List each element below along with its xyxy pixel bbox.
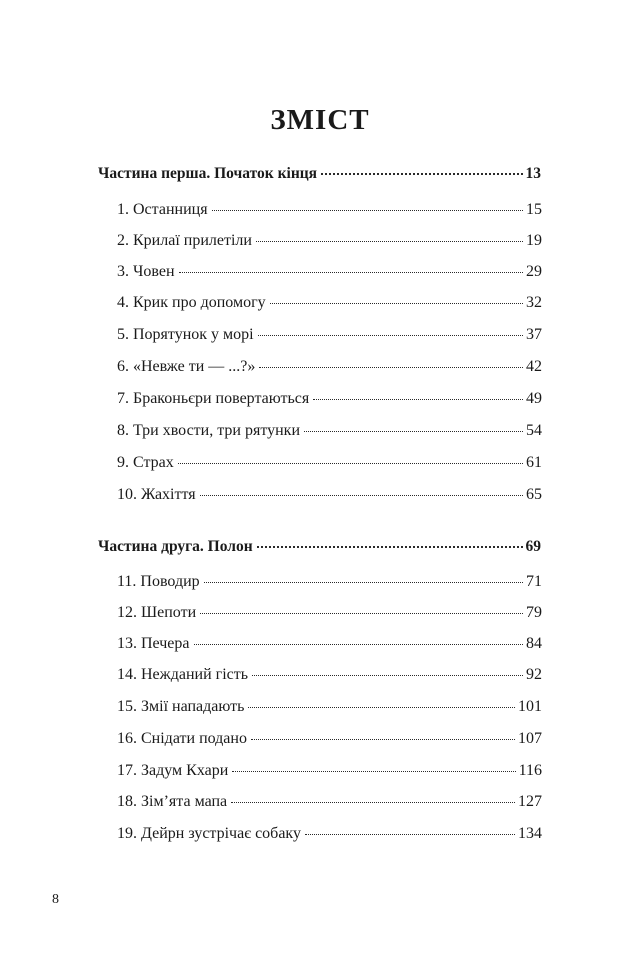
toc-page-number: 54 xyxy=(526,422,542,439)
toc-chapter-title: 16. Снідати подано xyxy=(117,730,247,747)
toc-page-number: 49 xyxy=(526,390,542,407)
toc-chapter-1[interactable] xyxy=(117,200,542,220)
toc-chapter-title: 3. Човен xyxy=(117,263,175,280)
toc-page-number: 42 xyxy=(526,358,542,375)
toc-chapter-title: 5. Порятунок у морі xyxy=(117,326,254,343)
toc-chapter-title: 7. Браконьєри повертаються xyxy=(117,390,310,407)
toc-leader-dots xyxy=(251,739,515,740)
toc-leader-dots xyxy=(232,771,515,772)
toc-leader-dots xyxy=(231,802,515,803)
toc-page-number: 101 xyxy=(518,698,542,715)
toc-chapter-16[interactable] xyxy=(117,729,542,749)
toc-leader-dots xyxy=(304,431,523,432)
toc-page-number: 32 xyxy=(526,294,542,311)
toc-chapter-5[interactable] xyxy=(117,325,542,345)
toc-chapter-title: 19. Дейрн зустрічає собаку xyxy=(117,825,301,842)
toc-chapter-title: 15. Змії нападають xyxy=(117,698,245,715)
toc-leader-dots xyxy=(257,546,523,548)
toc-page-number: 61 xyxy=(526,454,542,471)
toc-chapter-6[interactable] xyxy=(117,357,542,377)
toc-chapter-9[interactable] xyxy=(117,453,542,473)
toc-page-number: 69 xyxy=(525,538,541,555)
toc-part-1[interactable] xyxy=(98,164,541,184)
toc-chapter-title: 12. Шепоти xyxy=(117,604,197,621)
toc-chapter-8[interactable] xyxy=(117,421,542,441)
toc-page-number: 134 xyxy=(518,825,542,842)
toc-page-number: 116 xyxy=(518,762,542,779)
toc-chapter-title: 1. Останниця xyxy=(117,201,208,218)
toc-leader-dots xyxy=(270,303,523,304)
toc-part-2[interactable] xyxy=(98,537,541,557)
toc-part-title: Частина перша. Початок кінця xyxy=(98,165,318,182)
toc-leader-dots xyxy=(204,582,523,583)
toc-leader-dots xyxy=(200,495,523,496)
toc-page-number: 127 xyxy=(518,793,542,810)
toc-page-number: 92 xyxy=(526,666,542,683)
toc-chapter-10[interactable] xyxy=(117,485,542,505)
toc-page-number: 29 xyxy=(526,263,542,280)
toc-page-number: 13 xyxy=(525,165,541,182)
toc-chapter-12[interactable] xyxy=(117,603,542,623)
toc-page-number: 107 xyxy=(518,730,542,747)
toc-chapter-15[interactable] xyxy=(117,697,542,717)
toc-chapter-title: 8. Три хвости, три рятунки xyxy=(117,422,301,439)
toc-chapter-19[interactable] xyxy=(117,824,542,844)
toc-page-number: 65 xyxy=(526,486,542,503)
toc-chapter-title: 9. Страх xyxy=(117,454,174,471)
toc-leader-dots xyxy=(259,367,523,368)
toc-leader-dots xyxy=(313,399,523,400)
toc-leader-dots xyxy=(200,613,523,614)
toc-leader-dots xyxy=(256,241,523,242)
toc-leader-dots xyxy=(252,675,523,676)
toc-chapter-3[interactable] xyxy=(117,262,542,282)
toc-chapter-title: 18. Зім’ята мапа xyxy=(117,793,228,810)
toc-page-number: 71 xyxy=(526,573,542,590)
toc-leader-dots xyxy=(179,272,523,273)
toc-chapter-7[interactable] xyxy=(117,389,542,409)
toc-leader-dots xyxy=(305,834,515,835)
toc-page-number: 15 xyxy=(526,201,542,218)
toc-chapter-title: 10. Жахіття xyxy=(117,486,196,503)
toc-chapter-4[interactable] xyxy=(117,293,542,313)
toc-chapter-title: 4. Крик про допомогу xyxy=(117,294,266,311)
toc-page-number: 84 xyxy=(526,635,542,652)
toc-leader-dots xyxy=(258,335,523,336)
toc-chapter-title: 2. Крилаї прилетіли xyxy=(117,232,252,249)
toc-part-title: Частина друга. Полон xyxy=(98,538,253,555)
toc-chapter-title: 17. Задум Кхари xyxy=(117,762,229,779)
toc-leader-dots xyxy=(178,463,523,464)
page-number: 8 xyxy=(52,892,59,907)
toc-chapter-11[interactable] xyxy=(117,572,542,592)
toc-chapter-2[interactable] xyxy=(117,231,542,251)
page-title: ЗМІСТ xyxy=(270,104,370,136)
toc-chapter-18[interactable] xyxy=(117,792,542,812)
toc-chapter-title: 11. Поводир xyxy=(117,573,200,590)
toc-chapter-title: 13. Печера xyxy=(117,635,190,652)
toc-chapter-14[interactable] xyxy=(117,665,542,685)
toc-leader-dots xyxy=(212,210,523,211)
toc-chapter-title: 14. Нежданий гість xyxy=(117,666,249,683)
toc-leader-dots xyxy=(194,644,523,645)
toc-page-number: 19 xyxy=(526,232,542,249)
toc-chapter-13[interactable] xyxy=(117,634,542,654)
toc-page-number: 37 xyxy=(526,326,542,343)
toc-page-number: 79 xyxy=(526,604,542,621)
toc-leader-dots xyxy=(321,173,522,175)
toc-chapter-title: 6. «Невже ти — ...?» xyxy=(117,358,256,375)
toc-leader-dots xyxy=(248,707,515,708)
toc-chapter-17[interactable] xyxy=(117,761,542,781)
